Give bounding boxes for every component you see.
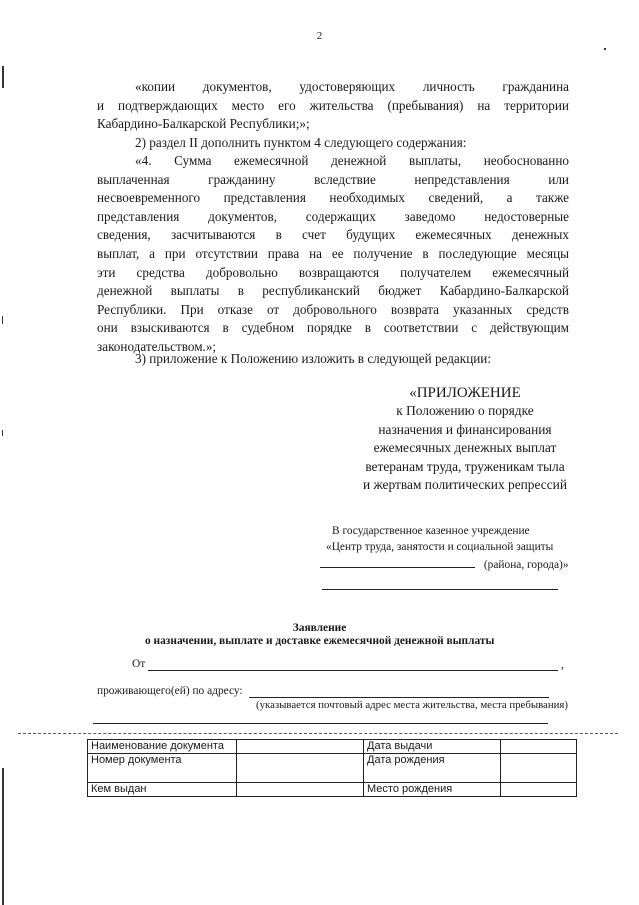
text-line: денежной выплаты в республиканский бюджет Кабардино-Балкарской	[97, 283, 569, 299]
text-line: выплат, а при отсутствии права на ее получение в последующие месяцы	[97, 245, 569, 261]
table-cell-label: Наименование документа	[88, 740, 237, 754]
text-line: 3) приложение к Положению изложить в следующей редакции:	[135, 351, 492, 366]
fold-dashed-line	[18, 733, 618, 734]
text-line: 2) раздел II дополнить пунктом 4 следующего содержания:	[135, 135, 467, 150]
text-line: эти средства добровольно возвращаются получателем ежемесячный	[97, 264, 569, 280]
appendix-line: к Положению о порядке	[396, 403, 534, 419]
table-cell-label: Номер документа	[88, 754, 237, 783]
text-line: и подтверждающих место его жительства (пребывания) на территории	[97, 97, 569, 113]
appendix-line: ежемесячных денежных выплат	[373, 440, 557, 456]
text-line: «4. Сумма ежемесячной денежной выплаты, необоснованно	[135, 153, 569, 168]
statement-subtitle: о назначении, выплате и доставке ежемесячной денежной выплаты	[145, 635, 495, 647]
text-line: выплаченная гражданину вследствие непредставления или	[97, 171, 569, 187]
text-line: Республики. При отказе от добровольного возврата указанных средств	[97, 301, 569, 317]
page-number: 2	[316, 30, 323, 42]
document-table	[87, 739, 577, 797]
address-input-line[interactable]	[249, 697, 549, 698]
addressee-extra-line[interactable]	[322, 589, 558, 590]
table-cell-input[interactable]	[237, 754, 364, 783]
scan-edge-mark	[604, 48, 606, 50]
scan-edge-mark	[2, 768, 4, 905]
from-label: От	[132, 658, 146, 670]
address-hint: (указывается почтовый адрес места жительства, места пребывания)	[256, 699, 568, 711]
paragraph-passport-docs	[97, 78, 569, 134]
district-blank[interactable]	[320, 555, 475, 568]
table-cell-label: Кем выдан	[88, 783, 237, 797]
text-line: сведения, засчитываются в счет будущих ежемесячных денежных	[97, 227, 569, 243]
table-cell-input[interactable]	[237, 783, 364, 797]
statement-title: Заявление	[292, 622, 347, 634]
paragraph-item-2	[97, 134, 569, 153]
addressee-block	[320, 524, 569, 574]
appendix-header	[363, 384, 567, 494]
from-input-line[interactable]	[148, 670, 558, 671]
table-cell-input[interactable]	[237, 740, 364, 754]
text-line: представления документов, содержащих заведомо недостоверные	[97, 208, 569, 224]
table-row	[88, 754, 577, 783]
address-input-line-2[interactable]	[93, 723, 548, 724]
table-cell-input[interactable]	[501, 783, 577, 797]
text-line: они взыскиваются в судебном порядке в соответствии с действующим	[97, 320, 569, 336]
table-cell-input[interactable]	[501, 740, 577, 754]
text-line: несвоевременного представления необходимых сведений, а также	[97, 190, 569, 206]
addressee-district-hint: (района, города)»	[483, 559, 569, 571]
address-label: проживающего(ей) по адресу:	[97, 685, 243, 697]
from-comma: ,	[561, 659, 564, 671]
table-cell-label: Место рождения	[364, 783, 501, 797]
table-cell-label: Дата выдачи	[364, 740, 501, 754]
appendix-line: ветеранам труда, труженикам тыла	[365, 458, 565, 474]
scan-edge-mark	[2, 430, 3, 436]
appendix-line: и жертвам политических репрессий	[362, 477, 567, 493]
table-row	[88, 783, 577, 797]
table-cell-label: Дата рождения	[364, 754, 501, 783]
paragraph-item-4	[97, 152, 569, 357]
scan-edge-mark	[2, 66, 4, 88]
addressee-district-row	[320, 555, 569, 574]
scan-edge-mark	[2, 316, 3, 324]
text-line: законодательством.»;	[97, 338, 217, 354]
addressee-line: «Центр труда, занятости и социальной защиты	[326, 540, 554, 553]
table-cell-input[interactable]	[501, 754, 577, 783]
addressee-line: В государственное казенное учреждение	[332, 525, 530, 537]
appendix-line: назначения и финансирования	[378, 421, 552, 437]
table-row	[88, 740, 577, 754]
appendix-title: «ПРИЛОЖЕНИЕ	[409, 385, 521, 401]
text-line: Кабардино-Балкарской Республики;»;	[97, 116, 310, 132]
paragraph-item-3	[97, 350, 569, 369]
text-line: «копии документов, удостоверяющих личность гражданина	[135, 79, 569, 94]
